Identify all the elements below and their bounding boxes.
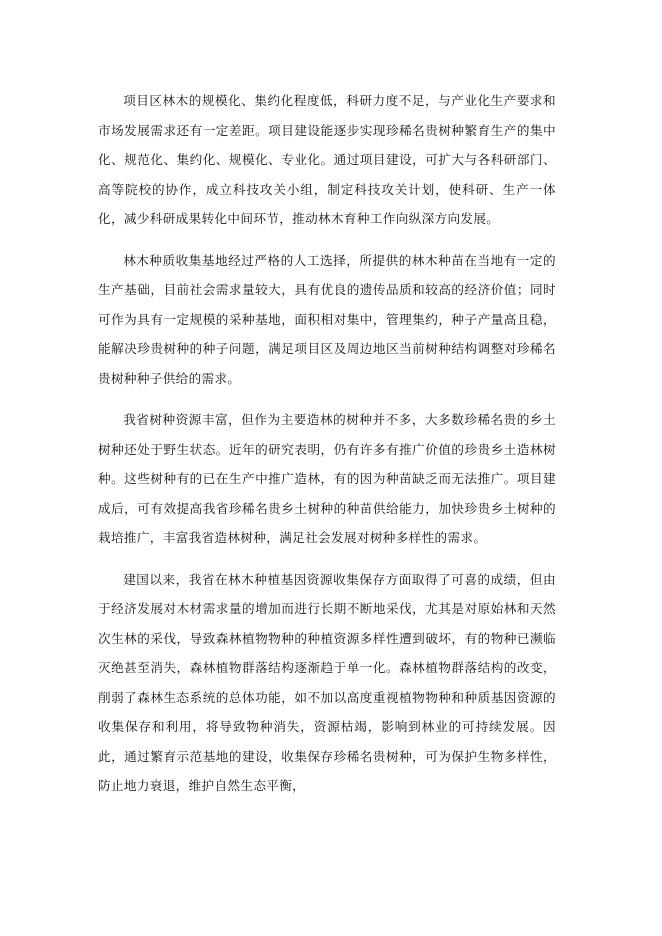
paragraph-2: 林木种质收集基地经过严格的人工选择，所提供的林木种苗在当地有一定的生产基础，目前社会需求量较大，具有优良的遗传品质和较高的经济价值；同时可作为具有一定规模的采种基地，面积相对集中，管理集约，种子产量高且稳，能解决珍贵树种的种子问题，满足项目区及周边地区当前树种结构调整对珍稀名贵树种种子供给的需求。 (98, 252, 556, 386)
paragraph-3: 我省树种资源丰富，但作为主要造林的树种并不多，大多数珍稀名贵的乡土树种还处于野生状态。近年的研究表明，仍有许多有推广价值的珍贵乡土造林树种。这些树种有的已在生产中推广造林，有的因为种苗缺乏而无法推广。项目建成后，可有效提高我省珍稀名贵乡土树种的种苗供给能力，加快珍贵乡土树种的栽培推广，丰富我省造林树种，满足社会发展对树种多样性的需求。 (98, 412, 556, 545)
paragraph-4: 建国以来，我省在林木种植基因资源收集保存方面取得了可喜的成绩，但由于经济发展对木材需求量的增加而进行长期不断地采伐，尤其是对原始林和天然次生林的采伐，导致森林植物物种的种植资源多样性遭到破坏，有的物种已濒临灭绝甚至消失，森林植物群落结构逐渐趋于单一化。森林植物群落结构的改变，削弱了森林生态系统的总体功能，如不加以高度重视植物物种和种质基因资源的收集保存和利用，将导致物种消失，资源枯竭，影响到林业的可持续发展。因此，通过繁育示范基地的建设，收集保存珍稀名贵树种，可为保护生物多样性，防止地力衰退，维护自然生态平衡， (98, 571, 556, 793)
document-body (98, 86, 556, 813)
paragraph-1: 项目区林木的规模化、集约化程度低，科研力度不足，与产业化生产要求和市场发展需求还有一定差距。项目建设能逐步实现珍稀名贵树种繁育生产的集中化、规范化、集约化、规模化、专业化。通过项目建设，可扩大与各科研部门、高等院校的协作，成立科技攻关小组，制定科技攻关计划，使科研、生产一体化，减少科研成果转化中间环节，推动林木育种工作向纵深方向发展。 (98, 93, 556, 226)
